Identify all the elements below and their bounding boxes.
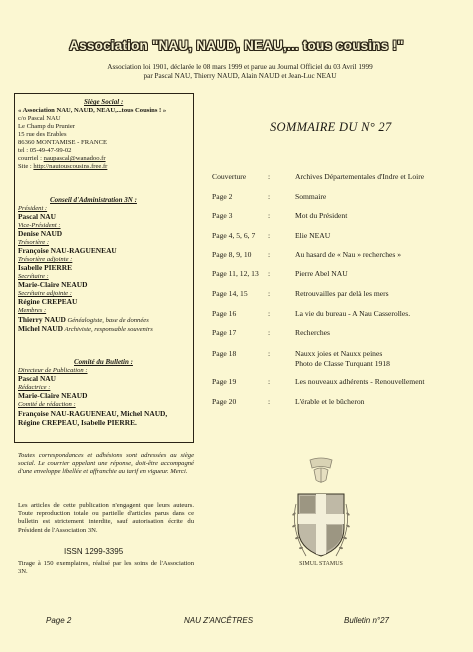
toc-title[interactable]: Sommaire bbox=[295, 192, 327, 201]
role-name: Isabelle PIERRE bbox=[18, 263, 72, 272]
toc-page: Page 16 bbox=[212, 309, 237, 318]
print-run-note: Tirage à 150 exemplaires, réalisé par les soins de l'Association 3N. bbox=[18, 560, 194, 576]
toc-page: Page 14, 15 bbox=[212, 289, 248, 298]
siege-line: Le Champ du Prunier bbox=[18, 123, 75, 130]
intro-line-2: par Pascal NAU, Thierry NAUD, Alain NAUD et Jean-Luc NEAU bbox=[143, 72, 337, 80]
bulletin-heading: Comité du Bulletin : bbox=[74, 358, 133, 366]
toc-title[interactable]: Mot du Président bbox=[295, 211, 348, 220]
toc-colon: : bbox=[268, 289, 271, 298]
toc-title[interactable]: Recherches bbox=[295, 328, 330, 337]
correspondence-note: Toutes correspondances et adhésions sont adressées au siège social. Le courrier appelant une réponse, doit-être accompagné d'une enveloppe libellée et affranchie au tarif en vigueur. Merci. bbox=[18, 452, 194, 476]
toc-colon: : bbox=[268, 377, 271, 386]
role-name: Régine CREPEAU bbox=[18, 297, 78, 306]
toc-page: Couverture bbox=[212, 172, 247, 181]
role-name: Denise NAUD bbox=[18, 229, 63, 238]
intro-line-1: Association loi 1901, déclarée le 08 mars 1999 et parue au Journal Officiel du 03 Avril 1999 bbox=[107, 63, 373, 71]
issn: ISSN 1299-3395 bbox=[64, 547, 124, 556]
email-label: courriel : bbox=[18, 155, 44, 162]
member-name: Thierry NAUD bbox=[18, 315, 66, 324]
toc-title[interactable]: Les nouveaux adhérents - Renouvellement bbox=[295, 377, 425, 386]
siege-heading: Siège Social : bbox=[84, 98, 124, 106]
site-line bbox=[18, 163, 107, 171]
email-link[interactable]: naupascal@wanadoo.fr bbox=[43, 155, 106, 162]
toc-title[interactable]: Archives Départementales d'Indre et Loire bbox=[295, 172, 425, 181]
siege-line: 15 rue des Erables bbox=[18, 131, 67, 138]
toc-colon: : bbox=[268, 192, 271, 201]
member-line bbox=[18, 325, 153, 334]
siege-line: « Association NAU, NAUD, NEAU,...tous Cousins ! » bbox=[18, 107, 167, 114]
toc-title[interactable]: Retrouvailles par delà les mers bbox=[295, 289, 389, 298]
site-link[interactable]: http://nautouscousins.free.fr bbox=[33, 163, 108, 170]
toc-page: Page 11, 12, 13 bbox=[212, 269, 259, 278]
toc-title[interactable]: L'érable et le bûcheron bbox=[295, 397, 365, 406]
dir-label: Directeur de Publication : bbox=[18, 367, 88, 374]
footer-bulletin-number: Bulletin n°27 bbox=[344, 616, 390, 625]
toc-colon: : bbox=[268, 211, 271, 220]
toc-colon: : bbox=[268, 397, 271, 406]
toc-colon: : bbox=[268, 269, 271, 278]
toc-page: Page 8, 9, 10 bbox=[212, 250, 252, 259]
toc-page: Page 20 bbox=[212, 397, 237, 406]
red-label: Rédactrice : bbox=[18, 384, 51, 391]
toc-colon: : bbox=[268, 250, 271, 259]
footer-journal-name: NAU Z'ANCÊTRES bbox=[184, 616, 254, 625]
comite-names: Françoise NAU-RAGUENEAU, Michel NAUD, bbox=[18, 409, 168, 418]
footer-page-number: Page 2 bbox=[46, 616, 72, 625]
toc-page: Page 4, 5, 6, 7 bbox=[212, 231, 256, 240]
toc-title[interactable]: La vie du bureau - A Nau Casserolles. bbox=[295, 309, 411, 318]
toc-page: Page 3 bbox=[212, 211, 233, 220]
toc-title[interactable]: Pierre Abel NAU bbox=[295, 269, 348, 278]
site-label: Site : bbox=[18, 163, 34, 170]
emblem-motto: SIMUL STAMUS bbox=[299, 561, 343, 567]
sommaire-title: SOMMAIRE DU N° 27 bbox=[270, 120, 392, 134]
role-name: Pascal NAU bbox=[18, 212, 56, 221]
toc-colon: : bbox=[268, 309, 271, 318]
role-label: Vice-Président : bbox=[18, 222, 61, 229]
toc-title[interactable]: Au hasard de « Nau » recherches » bbox=[295, 250, 402, 259]
copyright-note: Les articles de cette publication n'engagent que leurs auteurs. Toute reproduction totale ou partielle d'articles parus dans ce bulletin est strictement interdite, sauf autorisation écrite du Président de l'Association 3N. bbox=[18, 502, 194, 534]
red-name: Marie-Claire NEAUD bbox=[18, 391, 88, 400]
role-label: Secrétaire adjointe : bbox=[18, 290, 72, 297]
role-label: Secrétaire : bbox=[18, 273, 49, 280]
member-note: Archiviste, responsable souvenirs bbox=[62, 326, 153, 333]
toc-title[interactable]: Elie NEAU bbox=[295, 231, 331, 240]
toc-colon: : bbox=[268, 328, 271, 337]
toc-title[interactable]: Nauxx joies et Nauxx peines bbox=[295, 349, 383, 358]
toc-colon: : bbox=[268, 172, 271, 181]
toc-title-line2[interactable]: Photo de Classe Turquant 1918 bbox=[295, 359, 390, 368]
comite-names: Régine CREPEAU, Isabelle PIERRE. bbox=[18, 418, 137, 427]
comite-label: Comité de rédaction : bbox=[18, 401, 76, 408]
toc-page: Page 18 bbox=[212, 349, 237, 358]
coat-of-arms-icon bbox=[288, 456, 354, 568]
dir-name: Pascal NAU bbox=[18, 374, 56, 383]
role-label: Trésorière : bbox=[18, 239, 50, 246]
membres-label: Membres : bbox=[18, 307, 47, 314]
toc-page: Page 2 bbox=[212, 192, 233, 201]
toc-colon: : bbox=[268, 231, 271, 240]
toc-page: Page 17 bbox=[212, 328, 237, 337]
email-line bbox=[18, 155, 106, 163]
ca-heading: Conseil d'Administration 3N : bbox=[50, 196, 137, 204]
toc-colon: : bbox=[268, 349, 271, 358]
member-note: Généalogiste, base de données bbox=[65, 317, 149, 324]
member-name: Michel NAUD bbox=[18, 324, 63, 333]
siege-line: 86360 MONTAMISE - FRANCE bbox=[18, 139, 108, 146]
association-title: Association "NAU, NAUD, NEAU,... tous cousins !" bbox=[69, 38, 404, 53]
role-name: Françoise NAU-RAGUENEAU bbox=[18, 246, 117, 255]
role-label: Trésorière adjointe : bbox=[18, 256, 73, 263]
toc-page: Page 19 bbox=[212, 377, 237, 386]
siege-line: c/o Pascal NAU bbox=[18, 115, 61, 122]
siege-line: tel : 05-49-47-99-02 bbox=[18, 147, 72, 154]
role-name: Marie-Claire NEAUD bbox=[18, 280, 88, 289]
role-label: Président : bbox=[18, 205, 48, 212]
